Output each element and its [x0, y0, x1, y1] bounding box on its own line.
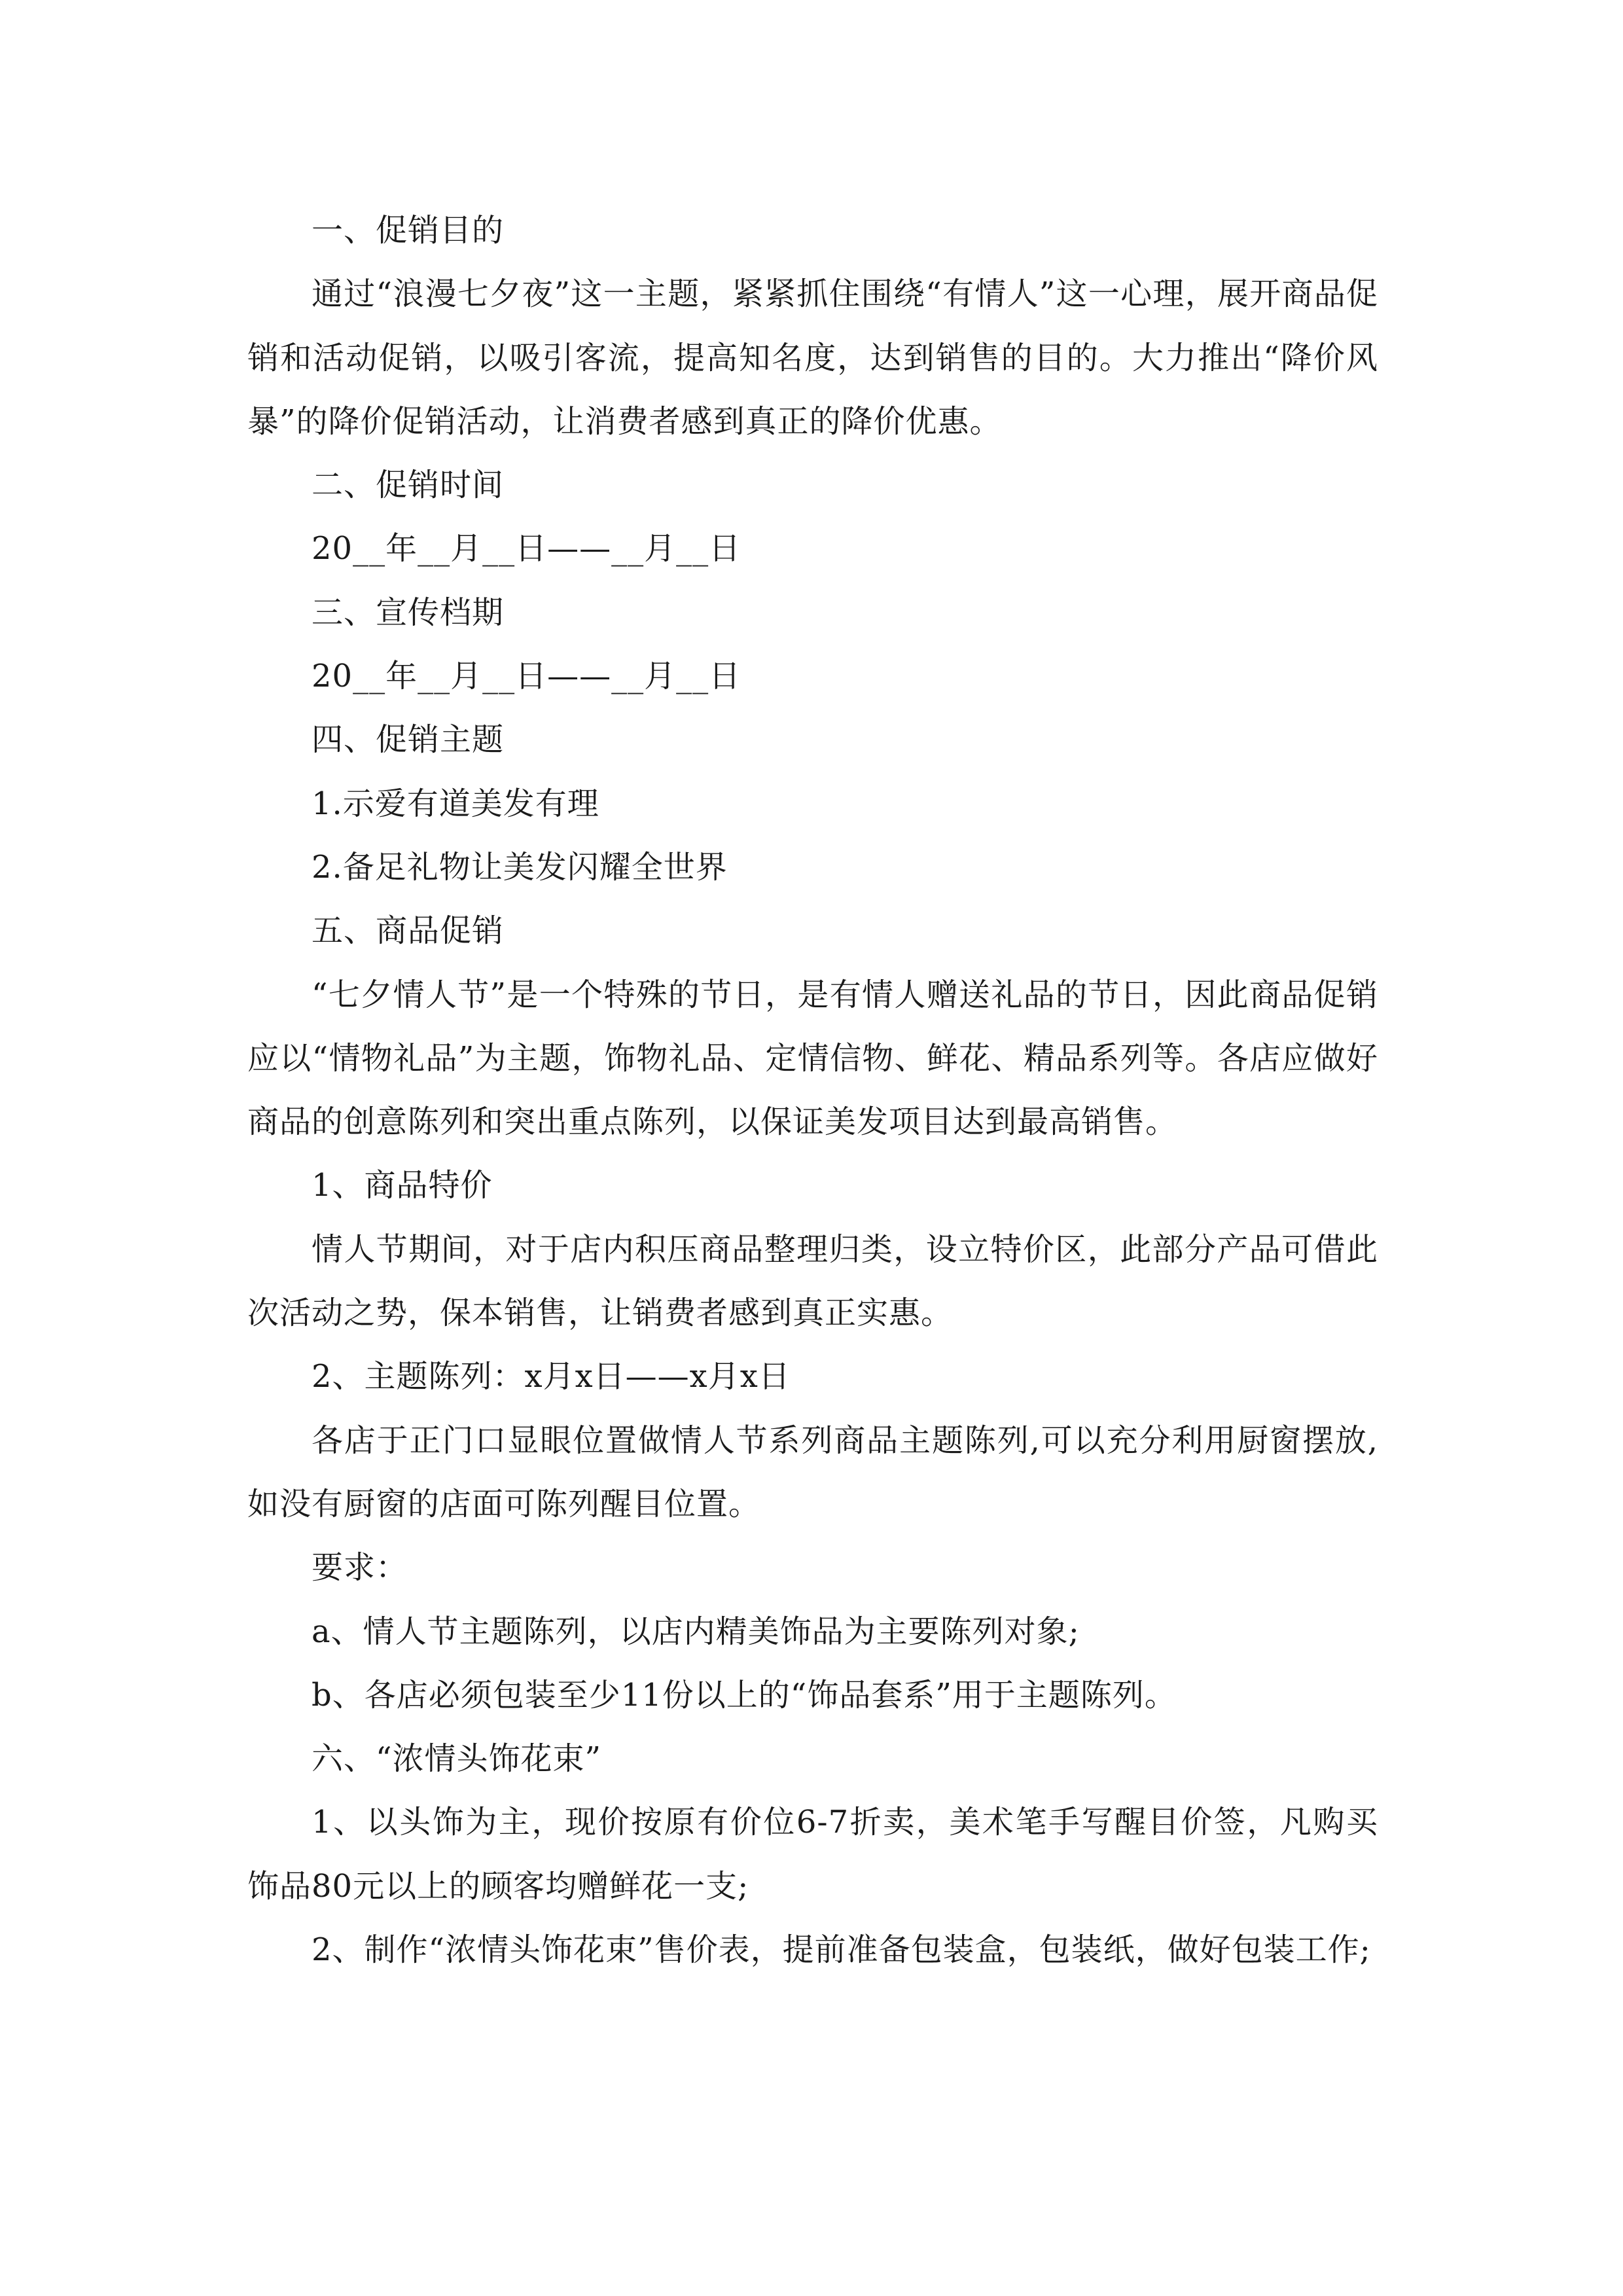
heading-promotion-purpose: 一、促销目的	[312, 212, 505, 249]
requirement-b: b、各店必须包装至少11份以上的“饰品套系”用于主题陈列。	[312, 1676, 1177, 1713]
paragraph-purpose-body: 通过“浪漫七夕夜”这一主题，紧紧抓住围绕“有情人”这一心理，展开商品促销和活动促销，以吸引客流，提高知名度，达到销售的目的。大力推出“降价风暴”的降价促销活动，让消费者感到真正的降价优惠。	[247, 276, 1378, 440]
heading-product-promotion: 五、商品促销	[312, 912, 505, 950]
theme-item-1: 1.示爱有道美发有理	[312, 785, 599, 822]
heading-headwear-bouquet: 六、“浓情头饰花束”	[312, 1740, 602, 1778]
paragraph-product-promotion-body: “七夕情人节”是一个特殊的节日，是有情人赠送礼品的节日，因此商品促销应以“情物礼品”为主题，饰物礼品、定情信物、鲜花、精品系列等。各店应做好商品的创意陈列和突出重点陈列，以保证美发项目达到最高销售。	[247, 976, 1378, 1141]
document-body	[247, 199, 1378, 1982]
bouquet-item-2: 2、制作“浓情头饰花束”售价表，提前准备包装盒，包装纸，做好包装工作;	[312, 1931, 1371, 1969]
subheading-theme-display: 2、主题陈列：x月x日——x月x日	[312, 1358, 791, 1395]
promotion-time-range: 20__年__月__日——__月__日	[312, 530, 741, 567]
requirements-label: 要求：	[312, 1549, 408, 1587]
heading-publicity-period: 三、宣传档期	[312, 594, 505, 631]
paragraph-special-price-body: 情人节期间，对于店内积压商品整理归类，设立特价区，此部分产品可借此次活动之势，保本销售，让销费者感到真正实惠。	[247, 1230, 1378, 1332]
paragraph-theme-display-body: 各店于正门口显眼位置做情人节系列商品主题陈列,可以充分利用厨窗摆放,如没有厨窗的店面可陈列醒目位置。	[247, 1422, 1378, 1522]
theme-item-2: 2.备足礼物让美发闪耀全世界	[312, 848, 728, 886]
heading-promotion-time: 二、促销时间	[312, 467, 505, 504]
subheading-special-price: 1、商品特价	[312, 1167, 493, 1204]
heading-promotion-theme: 四、促销主题	[312, 721, 505, 759]
bouquet-item-1: 1、以头饰为主，现价按原有价位6-7折卖，美术笔手写醒目价签，凡购买饰品80元以上的顾客均赠鲜花一支;	[247, 1804, 1378, 1905]
publicity-period-range: 20__年__月__日——__月__日	[312, 658, 741, 695]
requirement-a: a、情人节主题陈列，以店内精美饰品为主要陈列对象;	[312, 1613, 1080, 1650]
